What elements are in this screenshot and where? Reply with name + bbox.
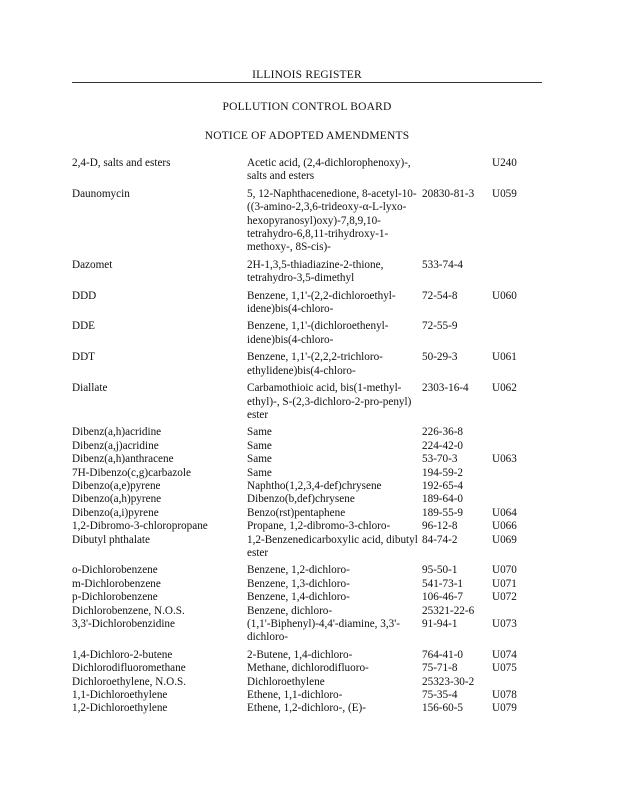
table-row	[72, 493, 536, 506]
table-row	[72, 605, 536, 618]
chemical-synonym: 5, 12-Naphthacenedione, 8-acetyl-10-((3-amino-2,3,6-trideoxy-α-L-lyxo-hexopyranosyl)oxy)-7,8,9,10-tetrahydro-6,8,11-trihydroxy-1-methoxy-, 8S-cis)-	[247, 187, 417, 254]
chemical-synonym: Naphtho(1,2,3,4-def)chrysene	[247, 479, 382, 492]
chemical-name: DDD	[72, 289, 97, 302]
waste-code: U078	[492, 689, 517, 702]
waste-code: U069	[492, 533, 517, 546]
table-row	[72, 618, 536, 649]
waste-code	[492, 259, 536, 290]
chemical-synonym: Benzene, 1,1'-(2,2,2-trichloro-ethylidene)bis(4-chloro-	[247, 351, 383, 377]
table-row	[72, 426, 536, 439]
table-row	[72, 578, 536, 591]
waste-code	[492, 426, 536, 439]
waste-code: U066	[492, 520, 517, 533]
waste-code: U073	[492, 618, 517, 630]
chemical-synonym: Ethene, 1,2-dichloro-, (E)-	[247, 702, 366, 715]
cas-number: 194-59-2	[422, 466, 464, 479]
cas-number: 156-60-5	[422, 702, 464, 715]
cas-number: 106-46-7	[422, 591, 464, 604]
table-row	[72, 649, 536, 662]
chemical-synonym: Carbamothioic acid, bis(1-methyl-ethyl)-, S-(2,3-dichloro-2-pro-penyl) ester	[247, 382, 412, 421]
chemical-name: 1,2-Dichloroethylene	[72, 702, 168, 715]
chemical-synonym: Benzene, dichloro-	[247, 604, 333, 617]
table-row	[72, 453, 536, 466]
page-header-agency: POLLUTION CONTROL BOARD	[222, 101, 392, 113]
cas-number: 533-74-4	[422, 258, 464, 271]
chemical-name: 2,4-D, salts and esters	[72, 157, 171, 169]
chemical-name: p-Dichlorobenzene	[72, 591, 158, 604]
waste-code	[492, 676, 536, 689]
chemical-name: Dibutyl phthalate	[72, 533, 150, 546]
chemical-synonym: Ethene, 1,1-dichloro-	[247, 689, 343, 702]
table-row	[72, 320, 536, 351]
cas-number: 764-41-0	[422, 648, 464, 661]
waste-code: U075	[492, 662, 517, 675]
chemical-synonym: Benzene, 1,3-dichloro-	[247, 577, 350, 590]
cas-number: 189-55-9	[422, 506, 464, 519]
chemical-synonym: Dibenzo(b,def)chrysene	[247, 493, 355, 506]
cas-number	[422, 157, 492, 188]
cas-number: 226-36-8	[422, 426, 464, 439]
chemical-name: Dichlorodifluoromethane	[72, 662, 186, 675]
cas-number: 75-35-4	[422, 689, 458, 702]
chemical-name: 1,1-Dichloroethylene	[72, 689, 168, 702]
cas-number: 50-29-3	[422, 351, 458, 364]
cas-number: 20830-81-3	[422, 187, 475, 200]
chemical-name: Dichloroethylene, N.O.S.	[72, 675, 187, 688]
chemical-name: 1,4-Dichloro-2-butene	[72, 648, 173, 661]
cas-number: 84-74-2	[422, 533, 458, 546]
table-row	[72, 676, 536, 689]
table-row	[72, 382, 536, 426]
table-row	[72, 440, 536, 453]
table-row	[72, 480, 536, 493]
table-row	[72, 534, 536, 565]
table-row	[72, 290, 536, 321]
chemical-name: Dibenzo(a,h)pyrene	[72, 493, 162, 506]
chemical-name: Dazomet	[72, 258, 113, 271]
waste-code: U072	[492, 591, 517, 604]
chemical-synonym: Dichloroethylene	[247, 675, 325, 688]
waste-code: U074	[492, 648, 517, 661]
chemical-synonym: Benzo(rst)pentaphene	[247, 506, 346, 519]
table-row	[72, 564, 536, 577]
cas-number: 75-71-8	[422, 662, 458, 675]
chemical-name: DDT	[72, 351, 95, 364]
chemical-name: Dibenz(a,j)acridine	[72, 439, 159, 452]
waste-code: U063	[492, 453, 517, 466]
chemical-synonym: Same	[247, 453, 272, 466]
waste-code: U060	[492, 289, 517, 302]
chemical-name: m-Dichlorobenzene	[72, 577, 161, 590]
chemical-name: Dibenzo(a,e)pyrene	[72, 479, 161, 492]
waste-code: U064	[492, 506, 517, 519]
chemical-synonym: (1,1'-Biphenyl)-4,4'-diamine, 3,3'-dichloro-	[247, 618, 401, 644]
cas-number: 91-94-1	[422, 618, 458, 630]
page-header-journal: ILLINOIS REGISTER	[252, 69, 362, 81]
table-row	[72, 188, 536, 259]
waste-code: U062	[492, 382, 517, 395]
chemical-name: 7H-Dibenzo(c,g)carbazole	[72, 466, 191, 479]
waste-code	[492, 467, 536, 480]
hazardous-waste-table	[72, 157, 536, 716]
chemical-synonym: Same	[247, 466, 272, 479]
cas-number: 95-50-1	[422, 564, 458, 577]
waste-code	[492, 493, 536, 506]
chemical-synonym: Same	[247, 426, 272, 439]
cas-number: 25323-30-2	[422, 675, 475, 688]
cas-number: 96-12-8	[422, 520, 458, 533]
table-row	[72, 507, 536, 520]
chemical-synonym: Benzene, 1,1'-(dichloroethenyl-idene)bis(4-chloro-	[247, 320, 389, 346]
waste-code	[492, 320, 536, 351]
cas-number: 25321-22-6	[422, 604, 475, 617]
chemical-name: o-Dichlorobenzene	[72, 564, 158, 577]
chemical-synonym: 1,2-Benzenedicarboxylic acid, dibutyl ester	[247, 533, 418, 559]
chemical-name: Diallate	[72, 382, 108, 395]
chemical-name: Daunomycin	[72, 187, 130, 200]
chemical-synonym: Propane, 1,2-dibromo-3-chloro-	[247, 520, 391, 533]
waste-code: U079	[492, 702, 517, 715]
table-row	[72, 157, 536, 188]
chemical-name: Dibenz(a,h)anthracene	[72, 453, 174, 466]
chemical-synonym: 2H-1,3,5-thiadiazine-2-thione, tetrahydro-3,5-dimethyl	[247, 258, 384, 285]
waste-code: U240	[492, 157, 517, 169]
chemical-synonym: Benzene, 1,2-dichloro-	[247, 564, 350, 577]
waste-code	[492, 440, 536, 453]
cas-number: 72-55-9	[422, 320, 458, 333]
waste-code	[492, 605, 536, 618]
header-rule	[72, 82, 542, 83]
table-row	[72, 520, 536, 533]
table-row	[72, 662, 536, 675]
table-row	[72, 702, 536, 715]
cas-number: 192-65-4	[422, 479, 464, 492]
chemical-synonym: Same	[247, 439, 272, 452]
waste-code: U061	[492, 351, 517, 364]
table-row	[72, 689, 536, 702]
chemical-name: Dibenz(a,h)acridine	[72, 426, 162, 439]
chemical-synonym: Methane, dichlorodifluoro-	[247, 662, 369, 675]
table-row	[72, 351, 536, 382]
cas-number: 53-70-3	[422, 453, 458, 466]
waste-code	[492, 480, 536, 493]
chemical-synonym: Benzene, 1,1'-(2,2-dichloroethyl-idene)bis(4-chloro-	[247, 289, 396, 316]
cas-number: 541-73-1	[422, 577, 464, 590]
table-row	[72, 467, 536, 480]
chemical-synonym: Benzene, 1,4-dichloro-	[247, 591, 350, 604]
cas-number: 2303-16-4	[422, 382, 469, 395]
waste-code: U070	[492, 564, 517, 577]
cas-number: 224-42-0	[422, 439, 464, 452]
chemical-synonym: Acetic acid, (2,4-dichlorophenoxy)-, salts and esters	[247, 157, 411, 183]
waste-code: U059	[492, 187, 517, 200]
cas-number: 189-64-0	[422, 493, 464, 506]
chemical-name: Dichlorobenzene, N.O.S.	[72, 604, 185, 617]
cas-number: 72-54-8	[422, 289, 458, 302]
page-header-notice: NOTICE OF ADOPTED AMENDMENTS	[204, 130, 410, 142]
table-row	[72, 591, 536, 604]
chemical-name: 1,2-Dibromo-3-chloropropane	[72, 520, 208, 533]
waste-code: U071	[492, 577, 517, 590]
chemical-name: Dibenzo(a,i)pyrene	[72, 506, 159, 519]
chemical-name: 3,3'-Dichlorobenzidine	[72, 618, 175, 630]
table-row	[72, 259, 536, 290]
chemical-synonym: 2-Butene, 1,4-dichloro-	[247, 648, 353, 661]
chemical-name: DDE	[72, 320, 95, 333]
